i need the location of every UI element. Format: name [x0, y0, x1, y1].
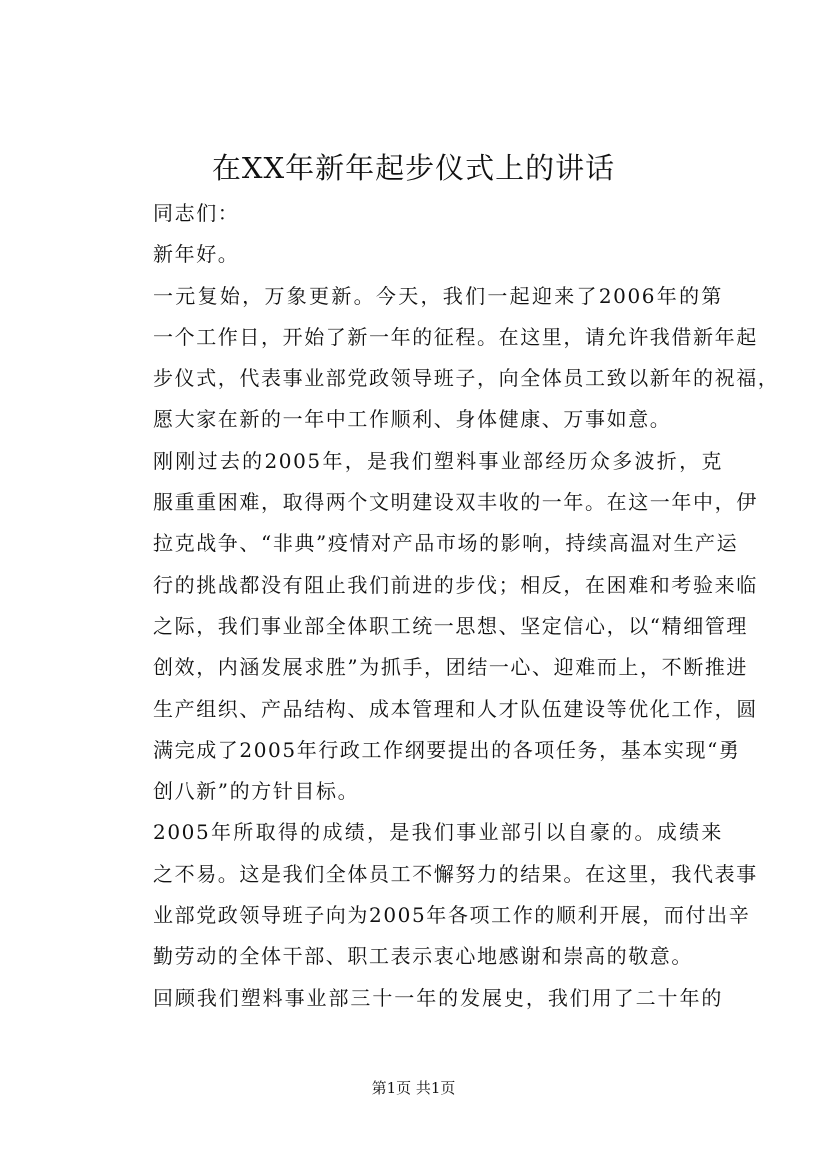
paragraph-4 — [113, 978, 723, 1019]
paragraph-2 — [113, 441, 758, 813]
paragraph-1 — [113, 276, 780, 441]
text-line: 行的挑战都没有阻止我们前进的步伐；相反，在困难和考验来临 — [153, 572, 758, 597]
paragraph-3 — [113, 812, 758, 977]
text-line: 之不易。这是我们全体员工不懈努力的结果。在这里，我代表事 — [153, 861, 758, 886]
text-line: 2005年所取得的成绩，是我们事业部引以自豪的。成绩来 — [153, 820, 723, 845]
text-line: 满完成了2005年行政工作纲要提出的各项任务，基本实现“勇 — [153, 737, 741, 762]
text-line: 刚刚过去的2005年，是我们塑料事业部经历众多波折，克 — [153, 448, 723, 473]
text-line: 之际，我们事业部全体职工统一思想、坚定信心，以“精细管理 — [153, 613, 749, 638]
text-line: 一元复始，万象更新。今天，我们一起迎来了2006年的第 — [153, 283, 723, 308]
text-line: 愿大家在新的一年中工作顺利、身体健康、万事如意。 — [153, 407, 672, 432]
text-line: 服重重困难，取得两个文明建设双丰收的一年。在这一年中，伊 — [153, 490, 758, 515]
text-line: 拉克战争、“非典”疫情对产品市场的影响，持续高温对生产运 — [153, 531, 739, 556]
page-footer: 第1页 共1页 — [371, 1079, 456, 1097]
document-title: 在XX年新年起步仪式上的讲话 — [211, 151, 616, 185]
text-line: 同志们： — [153, 201, 240, 225]
greeting — [113, 234, 723, 275]
text-line: 生产组织、产品结构、成本管理和人才队伍建设等优化工作，圆 — [153, 696, 758, 721]
text-line: 创八新”的方针目标。 — [153, 779, 360, 804]
text-line: 新年好。 — [153, 242, 240, 267]
salutation — [113, 193, 723, 234]
document-body — [113, 193, 780, 1019]
text-line: 步仪式，代表事业部党政领导班子，向全体员工致以新年的祝福， — [153, 366, 780, 391]
text-line: 勤劳动的全体干部、职工表示衷心地感谢和崇高的敬意。 — [153, 944, 693, 969]
text-line: 创效，内涵发展求胜”为抓手，团结一心、迎难而上，不断推进 — [153, 655, 749, 680]
text-line: 回顾我们塑料事业部三十一年的发展史，我们用了二十年的 — [153, 985, 723, 1010]
text-line: 一个工作日，开始了新一年的征程。在这里，请允许我借新年起 — [153, 324, 758, 349]
text-line: 业部党政领导班子向为2005年各项工作的顺利开展，而付出辛 — [153, 903, 751, 928]
